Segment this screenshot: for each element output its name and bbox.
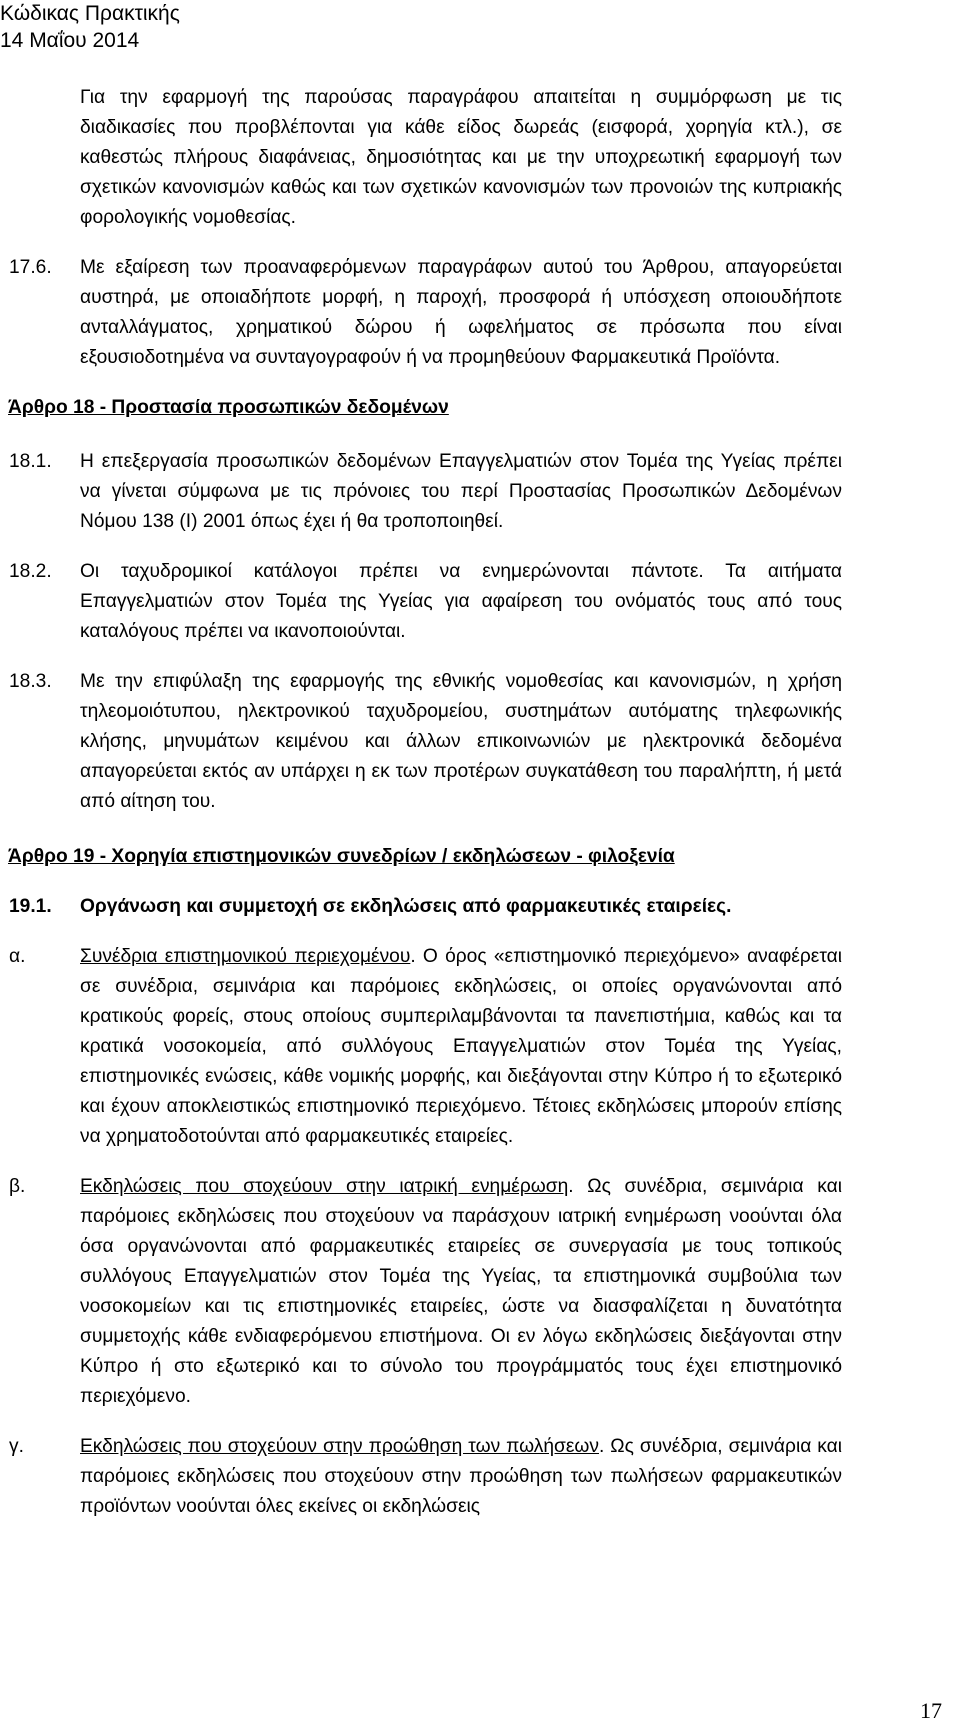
paragraph-18-3	[9, 667, 842, 817]
header-date: 14 Μαΐου 2014	[0, 29, 140, 52]
item-marker: β.	[9, 1176, 26, 1197]
paragraph-18-2	[9, 557, 842, 647]
document-body	[0, 83, 960, 1522]
paragraph-18-1	[9, 447, 842, 537]
paragraph-text: Η επεξεργασία προσωπικών δεδομένων Επαγγελματιών στον Τομέα της Υγείας πρέπει να γίνεται σύμφωνα με τις πρόνοιες του περί Προστασίας Προσωπικών Δεδομένων Νόμου 138 (Ι) 2001 όπως έχει ή θα τροποποιηθεί.	[80, 451, 842, 532]
paragraph-number: 19.1.	[9, 896, 52, 917]
paragraph-text: Οργάνωση και συμμετοχή σε εκδηλώσεις από φαρμακευτικές εταιρείες.	[80, 896, 732, 917]
article-18-heading: Άρθρο 18 - Προστασία προσωπικών δεδομένων	[8, 397, 449, 418]
item-title: Εκδηλώσεις που στοχεύουν στην προώθηση των πωλήσεων	[80, 1436, 599, 1457]
paragraph-text: Οι ταχυδρομικοί κατάλογοι πρέπει να ενημερώνονται πάντοτε. Τα αιτήματα Επαγγελματιών στον Τομέα της Υγείας για αφαίρεση του ονόματός τους από τους καταλόγους πρέπει να ικανοποιούνται.	[80, 561, 842, 642]
item-text: . Ως συνέδρια, σεμινάρια και παρόμοιες εκδηλώσεις που στοχεύουν να παράσχουν ιατρική ενημέρωση νοούνται όλα όσα οργανώνονται από φαρμακευτικές εταιρείες σε συνεργασία με τους τοπικούς συλλόγους Επαγγελματιών στον Τομέα της Υγείας, τα επιστημονικά συμβούλια των νοσοκομείων και τις επιστημονικές εταιρείες, ώστε να διασφαλίζεται η δυνατότητα συμμετοχής κάθε ενδιαφερόμενου επιστήμονα. Οι εν λόγω εκδηλώσεις διεξάγονται στην Κύπρο ή στο εξωτερικό και το σύνολο του προγράμματός τους έχει επιστημονικό περιεχόμενο.	[80, 1176, 842, 1407]
paragraph-number: 18.3.	[9, 671, 52, 692]
intro-paragraph	[80, 83, 842, 233]
item-b	[9, 1172, 842, 1412]
paragraph-19-1	[9, 892, 842, 922]
item-title: Εκδηλώσεις που στοχεύουν στην ιατρική ενημέρωση	[80, 1176, 569, 1197]
header-title: Κώδικας Πρακτικής	[0, 2, 180, 25]
page-number: 17	[920, 1698, 942, 1723]
article-19-heading: Άρθρο 19 - Χορηγία επιστημονικών συνεδρίων / εκδηλώσεων - φιλοξενία	[8, 846, 675, 867]
paragraph-text: Με εξαίρεση των προαναφερόμενων παραγράφων αυτού του Άρθρου, απαγορεύεται αυστηρά, με οποιαδήποτε μορφή, η παροχή, προσφορά ή υπόσχεση οποιουδήποτε ανταλλάγματος, χρηματικού δώρου ή ωφελήματος σε πρόσωπα που είναι εξουσιοδοτημένα να συνταγογραφούν ή να προμηθεύουν Φαρμακευτικά Προϊόντα.	[80, 257, 842, 368]
paragraph-number: 17.6.	[9, 257, 52, 278]
item-a	[9, 942, 842, 1152]
item-text: . Ως συνέδρια, σεμινάρια και παρόμοιες εκδηλώσεις που στοχεύουν στην προώθηση των πωλήσεων φαρμακευτικών προϊόντων νοούνται όλες εκείνες οι εκδηλώσεις	[80, 1436, 842, 1517]
document-header	[0, 0, 180, 54]
item-marker: γ.	[9, 1436, 24, 1457]
paragraph-17-6	[9, 253, 842, 373]
paragraph-number: 18.1.	[9, 451, 52, 472]
paragraph-number: 18.2.	[9, 561, 52, 582]
item-marker: α.	[9, 946, 26, 967]
item-title: Συνέδρια επιστημονικού περιεχομένου	[80, 946, 411, 967]
paragraph-text: Με την επιφύλαξη της εφαρμογής της εθνικής νομοθεσίας και κανονισμών, η χρήση τηλεομοιότυπου, ηλεκτρονικού ταχυδρομείου, συστημάτων αυτόματης τηλεφωνικής κλήσης, μηνυμάτων κειμένου και άλλων επικοινωνιών με ηλεκτρονικά δεδομένα απαγορεύεται εκτός αν υπάρχει η εκ των προτέρων συγκατάθεση του παραλήπτη, ή μετά από αίτηση του.	[80, 671, 842, 812]
item-text: . Ο όρος «επιστημονικό περιεχόμενο» αναφέρεται σε συνέδρια, σεμινάρια και παρόμοιες εκδηλώσεις, οι οποίες οργανώνονται από κρατικούς φορείς, στους οποίους συμπεριλαμβάνονται τα πανεπιστήμια, καθώς και τα κρατικά νοσοκομεία, από συλλόγους Επαγγελματιών στον Τομέα της Υγείας, επιστημονικές ενώσεις, κάθε νομικής μορφής, και διεξάγονται στην Κύπρο ή το εξωτερικό και έχουν αποκλειστικώς επιστημονικό περιεχόμενο. Τέτοιες εκδηλώσεις μπορούν επίσης να χρηματοδοτούνται από φαρμακευτικές εταιρείες.	[80, 946, 842, 1147]
intro-text: Για την εφαρμογή της παρούσας παραγράφου απαιτείται η συμμόρφωση με τις διαδικασίες που προβλέπονται για κάθε είδος δωρεάς (εισφορά, χορηγία κτλ.), σε καθεστώς πλήρους διαφάνειας, δημοσιότητας και με την υποχρεωτική εφαρμογή των σχετικών κανονισμών καθώς και των σχετικών κανονισμών των προνοιών της κυπριακής φορολογικής νομοθεσίας.	[80, 87, 842, 228]
item-c	[9, 1432, 842, 1522]
